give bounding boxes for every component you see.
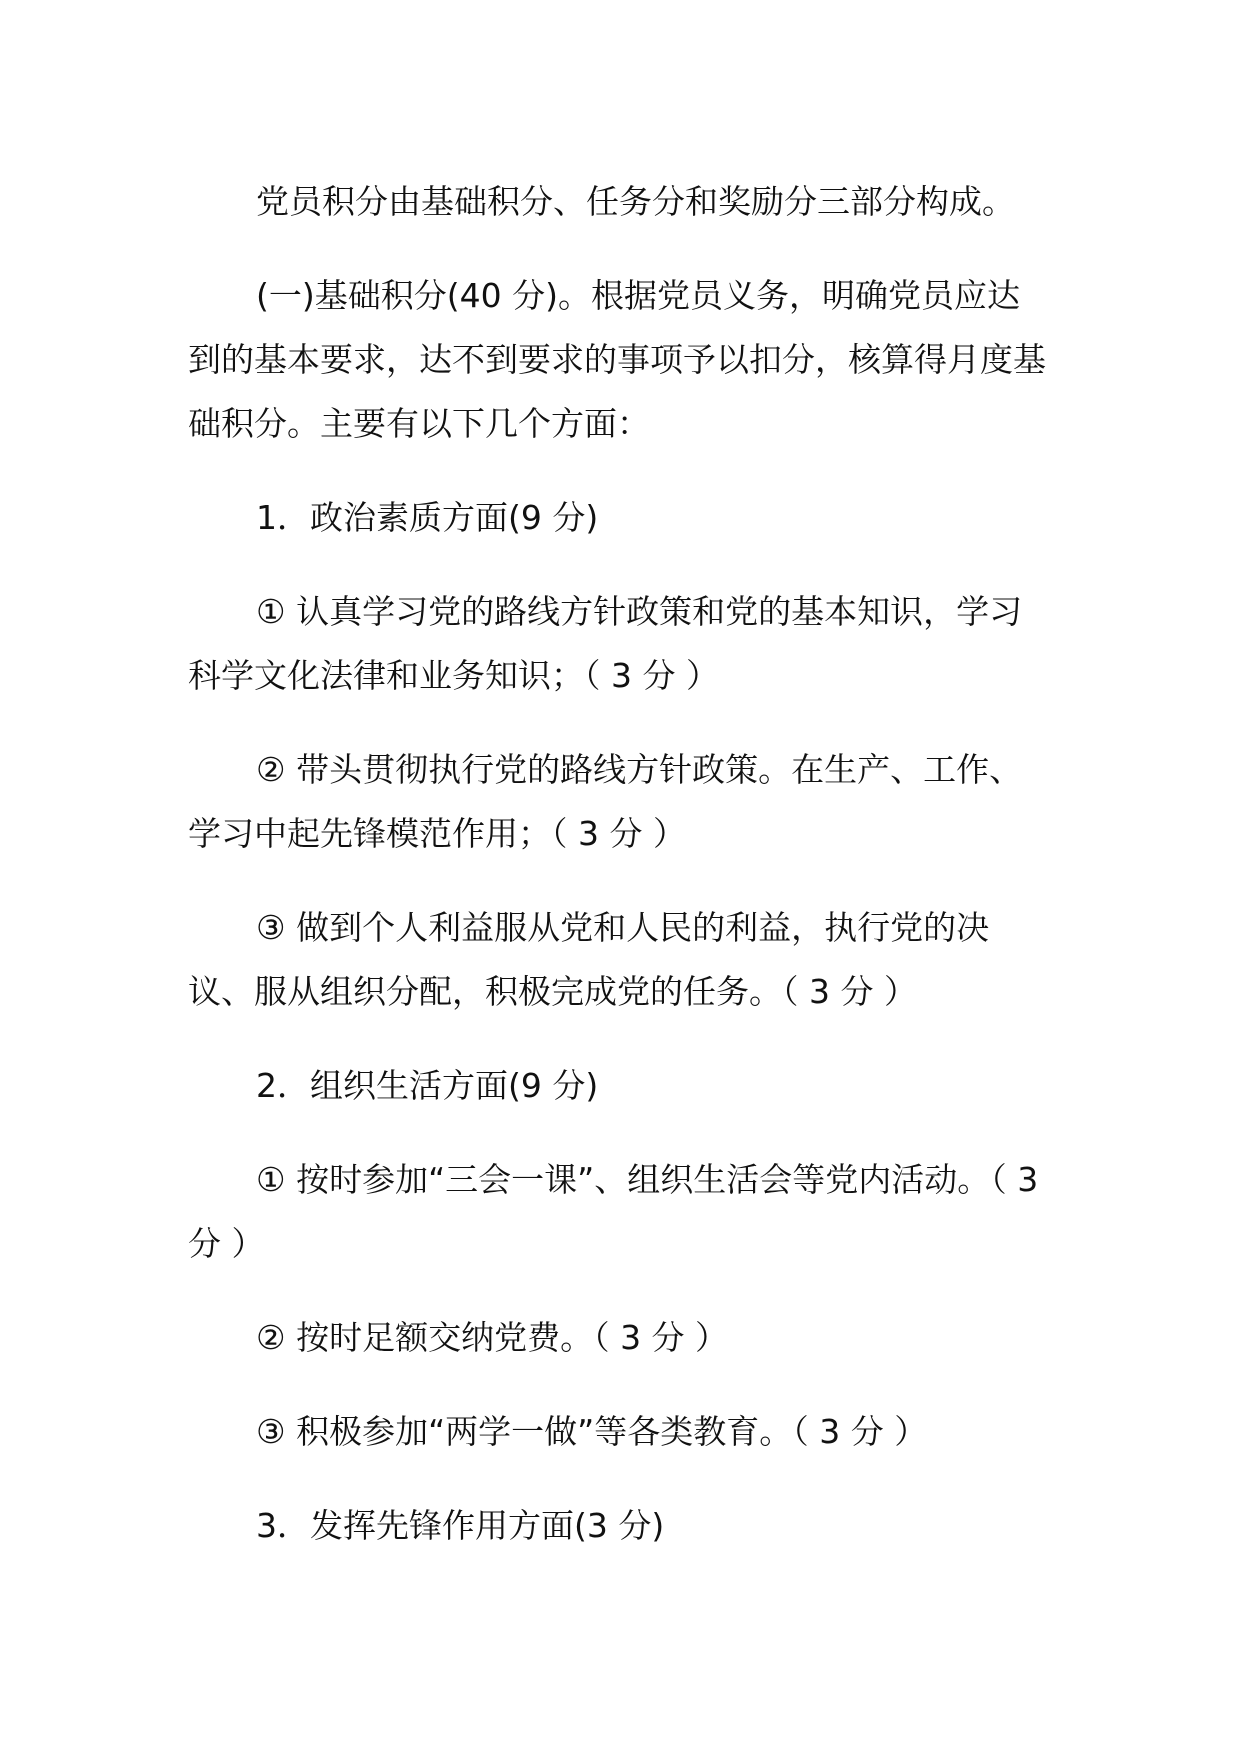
- list-item-political-1: ① 认真学习党的路线方针政策和党的基本知识，学习科学文化法律和业务知识；（ 3 分 ）: [188, 592, 1023, 695]
- list-item-organization-1: ① 按时参加“三会一课”、组织生活会等党内活动。（ 3 分 ）: [188, 1160, 1039, 1263]
- section-heading-organization: 2．组织生活方面(9 分): [256, 1066, 599, 1105]
- basic-score-paragraph: (一)基础积分(40 分)。根据党员义务，明确党员应达到的基本要求，达不到要求的事项予以扣分，核算得月度基础积分。主要有以下几个方面：: [188, 276, 1046, 443]
- section-heading-political: 1．政治素质方面(9 分): [256, 498, 599, 537]
- intro-paragraph: 党员积分由基础积分、任务分和奖励分三部分构成。: [256, 182, 1015, 221]
- section-heading-pioneer: 3．发挥先锋作用方面(3 分): [256, 1506, 665, 1545]
- list-item-organization-3: ③ 积极参加“两学一做”等各类教育。（ 3 分 ）: [256, 1412, 928, 1451]
- list-item-political-2: ② 带头贯彻执行党的路线方针政策。在生产、工作、学习中起先锋模范作用；（ 3 分 ）: [188, 750, 1023, 853]
- document-body: [188, 170, 1048, 1588]
- list-item-political-3: ③ 做到个人利益服从党和人民的利益，执行党的决议、服从组织分配，积极完成党的任务。（ 3 分 ）: [188, 908, 990, 1011]
- list-item-organization-2: ② 按时足额交纳党费。（ 3 分 ）: [256, 1318, 729, 1357]
